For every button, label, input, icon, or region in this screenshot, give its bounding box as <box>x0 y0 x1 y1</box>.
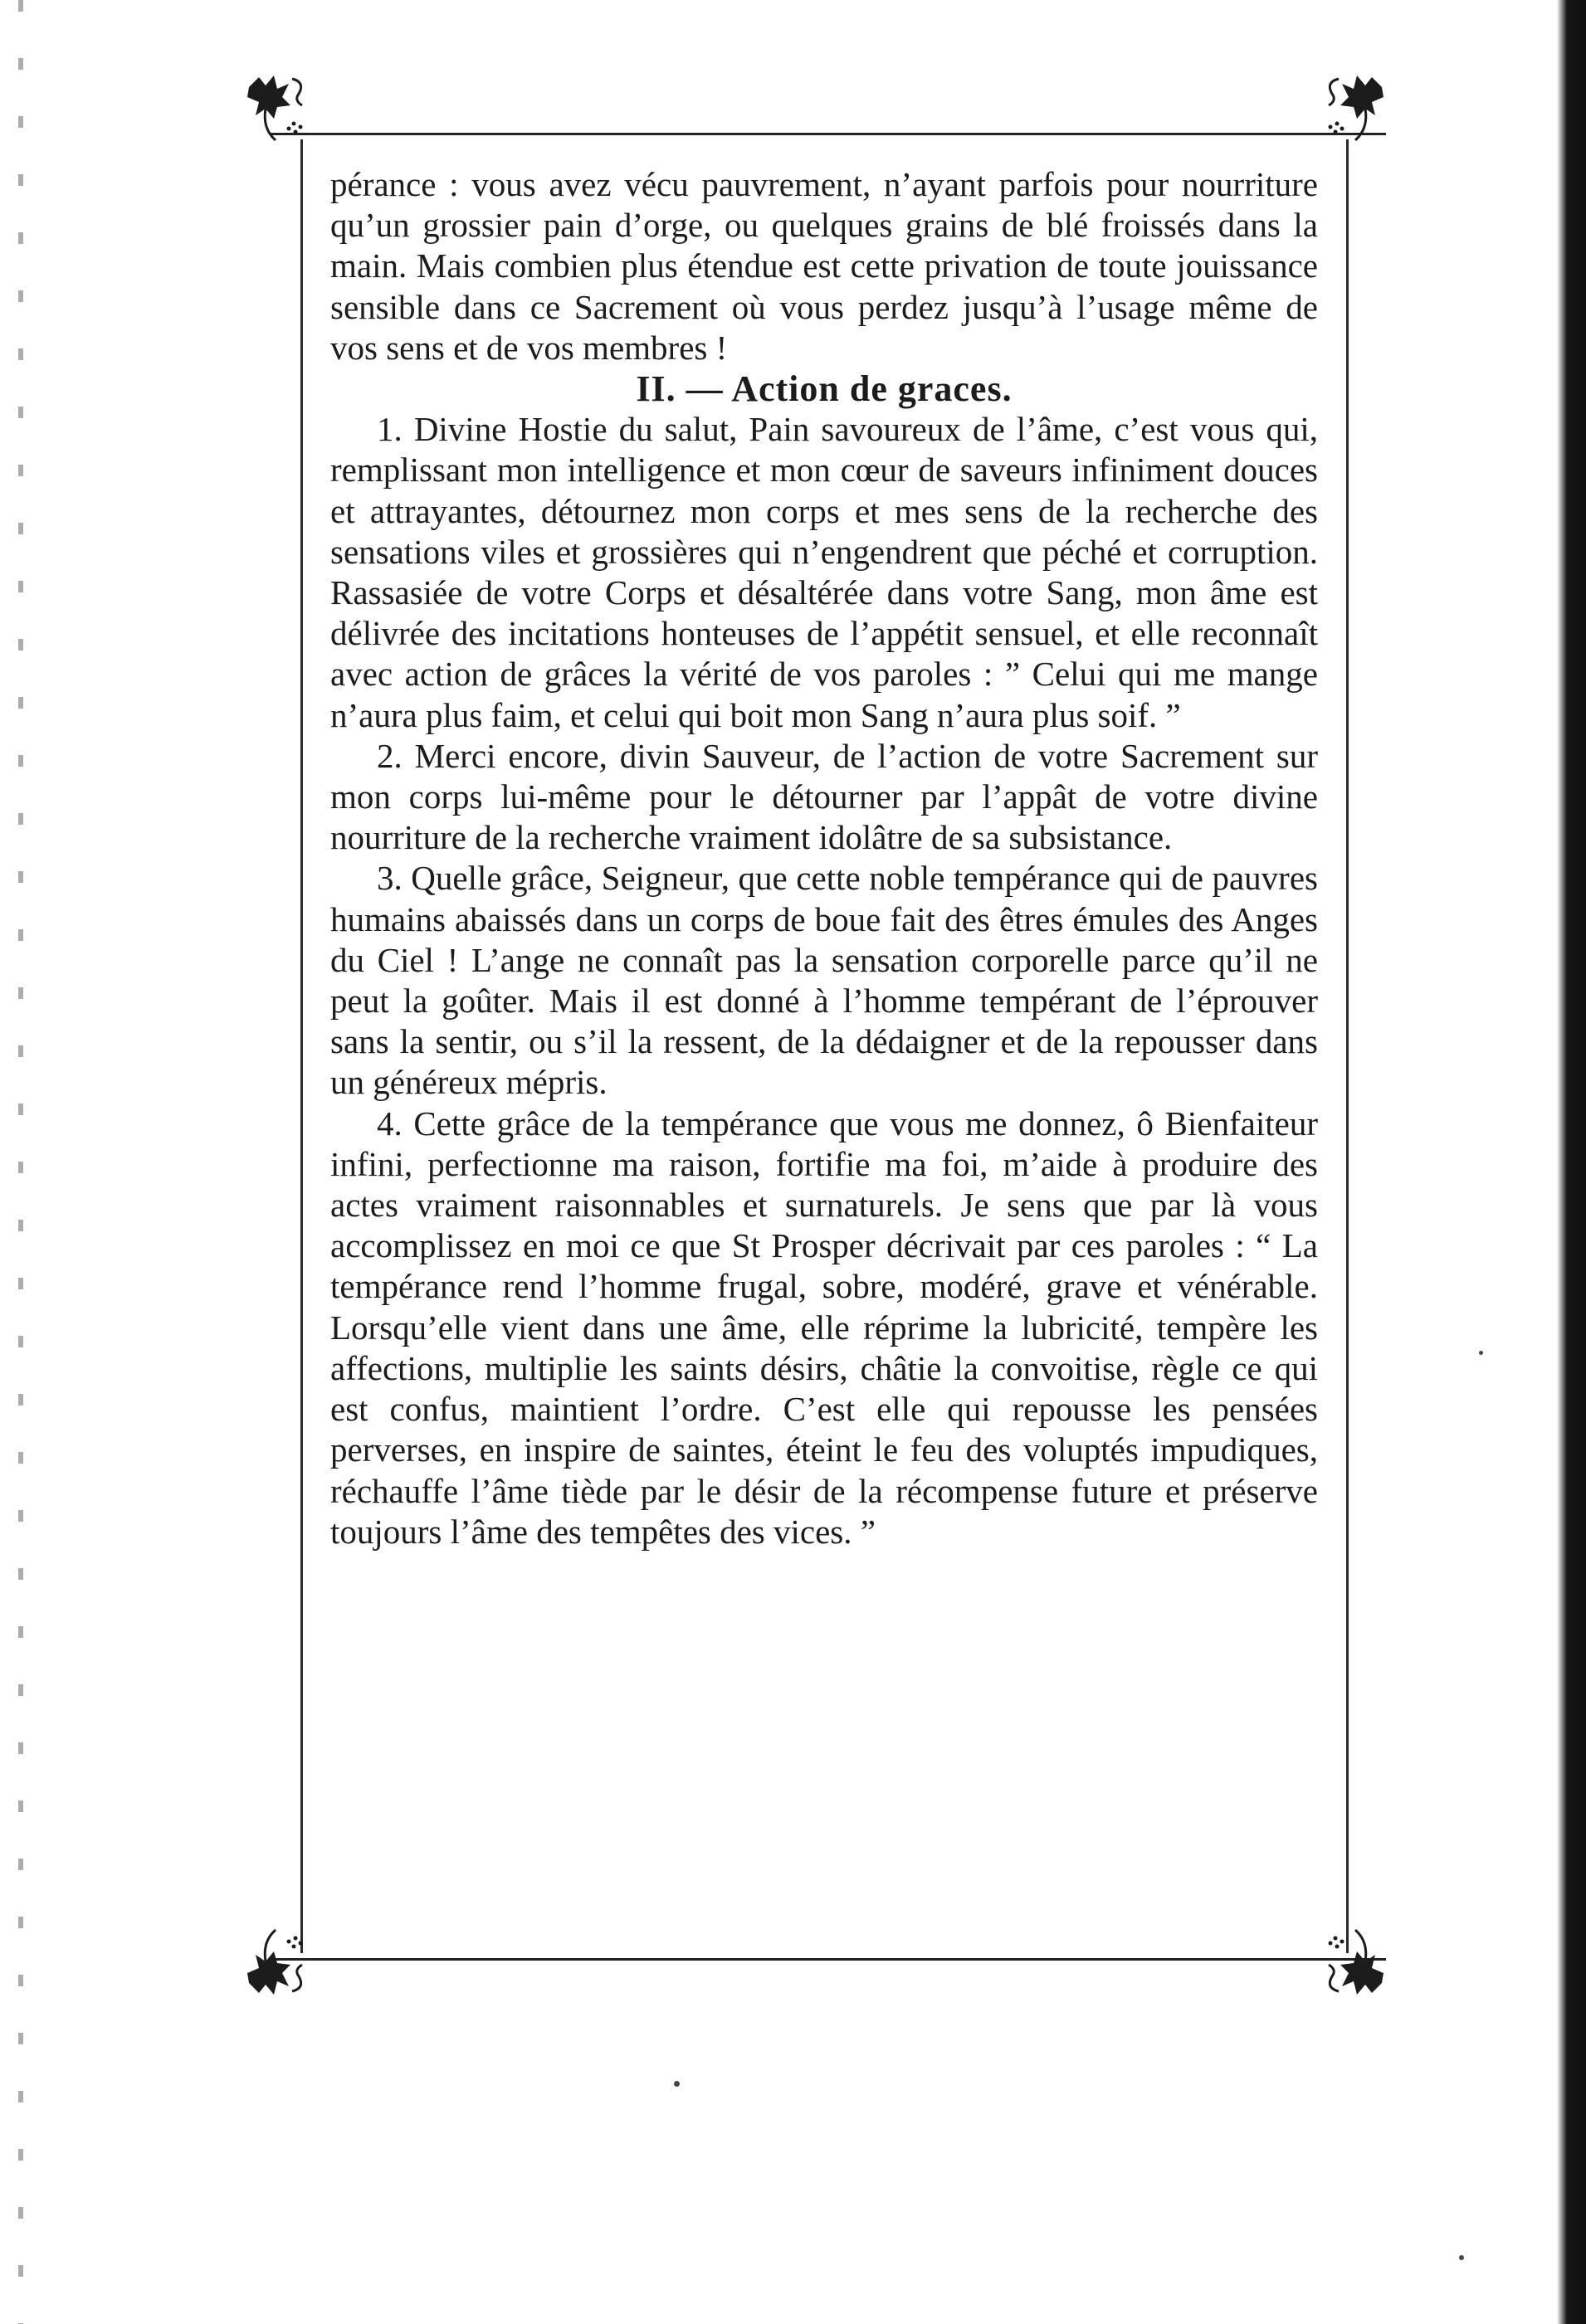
fleuron-top-left-icon <box>241 71 315 145</box>
frame-left-rule <box>300 139 303 1953</box>
scan-speck <box>1459 2255 1464 2260</box>
opening-paragraph: pérance : vous avez vécu pauvrement, n’ayant parfois pour nourriture qu’un grossier pain d’orge, ou quelques grains de blé froissés dans la main. Mais combien plus étendue est cette privation de toute jouissance sensible dans ce Sacrement où vous perdez jusqu’à l’usage même de vos sens et de vos membres ! <box>330 165 1318 367</box>
scan-speck <box>1479 1351 1483 1355</box>
numbered-paragraph-4: 4. Cette grâce de la tempérance que vous me donnez, ô Bienfaiteur infini, perfectionne ma raison, fortifie ma foi, m’aide à produire des actes vraiment raisonnables et surnaturels. Je sens que par là vous accomplissez en moi ce que St Prosper décrivait par ces paroles : “ La tempérance rend l’homme frugal, sobre, modéré, grave et vénérable. Lorsqu’elle vient dans une âme, elle réprime la lubricité, tempère les affections, multiplie les saints désirs, châtie la convoitise, règle ce qui est confus, maintient l’ordre. C’est elle qui repousse les pensées perverses, en inspire de saintes, éteint le feu des voluptés impudiques, réchauffe l’âme tiède par le désir de la récompense future et préserve toujours l’âme des tempêtes des vices. ” <box>330 1104 1318 1551</box>
fleuron-bottom-left-icon <box>241 1925 315 2000</box>
numbered-paragraph-3: 3. Quelle grâce, Seigneur, que cette noble tempérance qui de pauvres humains abaissés dans un corps de boue fait des êtres émules des Anges du Ciel ! L’ange ne connaît pas la sensation corporelle parce qu’il ne peut la goûter. Mais il est donné à l’homme tempérant de l’éprouver sans la sentir, ou s’il la ressent, de la dédaigner et de la repousser dans un généreux mépris. <box>330 859 1318 1102</box>
fleuron-top-right-icon <box>1315 71 1390 145</box>
numbered-paragraph-2: 2. Merci encore, divin Sauveur, de l’action de votre Sacrement sur mon corps lui-même pour le détourner par l’appât de votre divine nourriture de la recherche vraiment idolâtre de sa subsistance. <box>330 736 1318 857</box>
page-text-column <box>330 164 1318 1552</box>
frame-right-rule <box>1346 139 1349 1953</box>
scan-right-edge-shadow <box>1552 0 1586 2324</box>
numbered-paragraph-1: 1. Divine Hostie du salut, Pain savoureux de l’âme, c’est vous qui, remplissant mon intelligence et mon cœur de saveurs infiniment douces et attrayantes, détournez mon corps et mes sens de la recherche des sensations viles et grossières qui n’engendrent que péché et corruption. Rassasiée de votre Corps et désaltérée dans votre Sang, mon âme est délivrée des incitations honteuses de l’appétit sensuel, et elle reconnaît avec action de grâces la vérité de vos paroles : ” Celui qui me mange n’aura plus faim, et celui qui boit mon Sang n’aura plus soif. ” <box>330 410 1318 734</box>
frame-bottom-rule <box>270 1958 1386 1961</box>
frame-top-rule <box>270 133 1386 135</box>
fleuron-bottom-right-icon <box>1315 1925 1390 2000</box>
section-title: II. — Action de graces. <box>636 368 1013 410</box>
scan-left-margin-artifact <box>18 0 23 2324</box>
scan-speck <box>674 2081 680 2087</box>
